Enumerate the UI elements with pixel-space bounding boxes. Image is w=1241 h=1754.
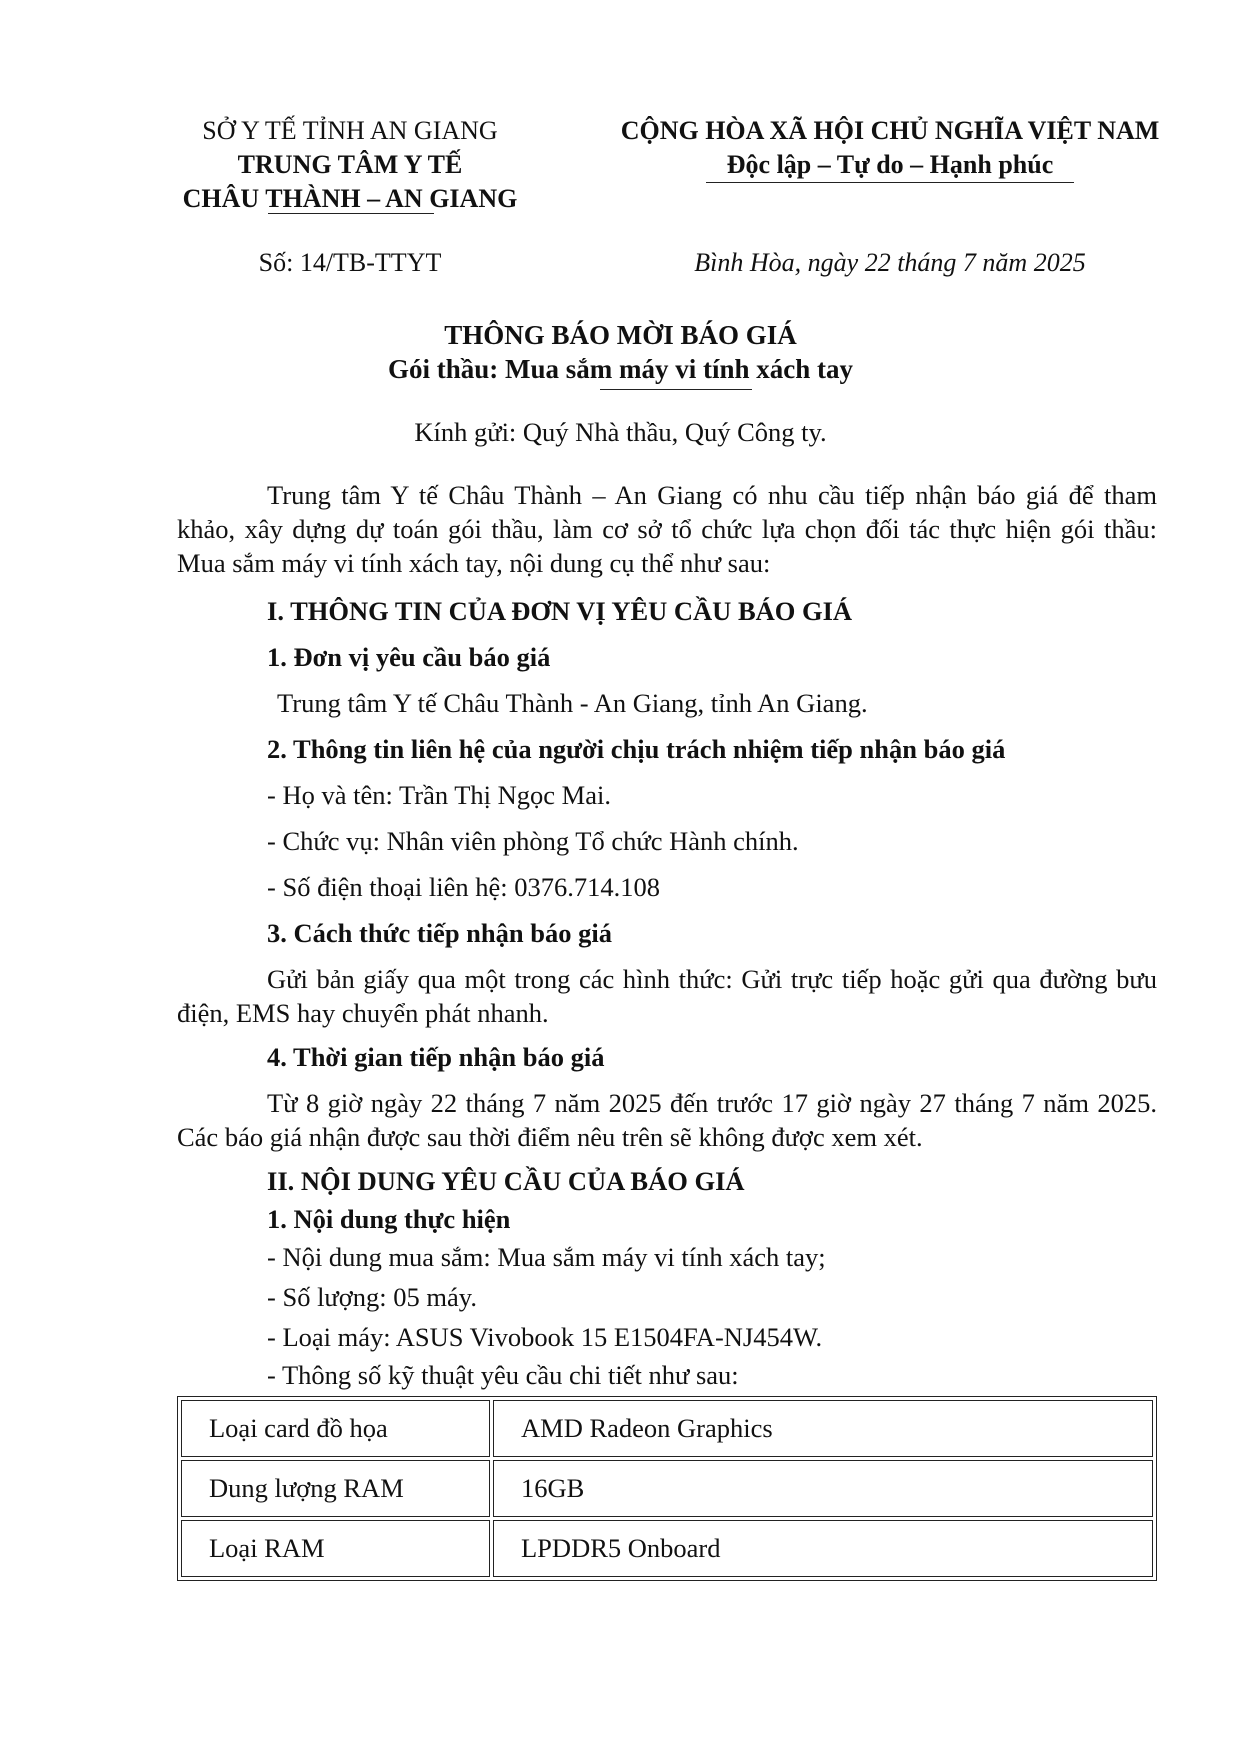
spec-table: [177, 1396, 1157, 1581]
purchase-model: - Loại máy: ASUS Vivobook 15 E1504FA-NJ454W.: [267, 1322, 823, 1352]
spec-value: LPDDR5 Onboard: [493, 1520, 1153, 1577]
national-motto: Độc lập – Tự do – Hạnh phúc: [726, 150, 1054, 179]
section-2-item-1-heading: 1. Nội dung thực hiện: [267, 1204, 511, 1234]
contact-position: - Chức vụ: Nhân viên phòng Tổ chức Hành chính.: [267, 826, 799, 856]
agency-name-line1: TRUNG TÂM Y TẾ: [237, 150, 463, 179]
document-title: THÔNG BÁO MỜI BÁO GIÁ: [444, 320, 797, 350]
section-1-heading: I. THÔNG TIN CỦA ĐƠN VỊ YÊU CẦU BÁO GIÁ: [267, 596, 853, 626]
spec-intro: - Thông số kỹ thuật yêu cầu chi tiết như sau:: [267, 1360, 739, 1390]
motto-underline: [706, 182, 1074, 183]
table-row: [181, 1520, 1153, 1577]
intro-paragraph: Trung tâm Y tế Châu Thành – An Giang có nhu cầu tiếp nhận báo giá để tham khảo, xây dựng dự toán gói thầu, làm cơ sở tổ chức lựa chọn đối tác thực hiện gói thầu: Mua sắm máy vi tính xách tay, nội dung cụ thể như sau:: [177, 480, 1157, 578]
section-1-item-3-text: Gửi bản giấy qua một trong các hình thức: Gửi trực tiếp hoặc gửi qua đường bưu điện, EMS hay chuyển phát nhanh.: [177, 964, 1157, 1028]
section-1-item-3-heading: 3. Cách thức tiếp nhận báo giá: [267, 918, 612, 948]
spec-key: Dung lượng RAM: [181, 1460, 490, 1517]
section-1-item-4-text: Từ 8 giờ ngày 22 tháng 7 năm 2025 đến trước 17 giờ ngày 27 tháng 7 năm 2025. Các báo giá nhận được sau thời điểm nêu trên sẽ không được xem xét.: [177, 1088, 1157, 1152]
national-title: CỘNG HÒA XÃ HỘI CHỦ NGHĨA VIỆT NAM: [620, 116, 1160, 145]
table-row: [181, 1460, 1153, 1517]
recipient: Kính gửi: Quý Nhà thầu, Quý Công ty.: [414, 417, 827, 447]
section-1-item-1-heading: 1. Đơn vị yêu cầu báo giá: [267, 642, 551, 672]
contact-phone: - Số điện thoại liên hệ: 0376.714.108: [267, 872, 661, 902]
document-number: Số: 14/TB-TTYT: [258, 248, 442, 277]
purchase-quantity: - Số lượng: 05 máy.: [267, 1282, 477, 1312]
spec-value: 16GB: [493, 1460, 1153, 1517]
subtitle-underline: [600, 389, 752, 390]
spec-value: AMD Radeon Graphics: [493, 1400, 1153, 1457]
section-2-heading: II. NỘI DUNG YÊU CẦU CỦA BÁO GIÁ: [267, 1166, 745, 1196]
section-1-item-2-heading: 2. Thông tin liên hệ của người chịu trách nhiệm tiếp nhận báo giá: [267, 734, 1006, 764]
document-subtitle: Gói thầu: Mua sắm máy vi tính xách tay: [387, 354, 854, 384]
contact-name: - Họ và tên: Trần Thị Ngọc Mai.: [267, 780, 611, 810]
spec-key: Loại card đồ họa: [181, 1400, 490, 1457]
spec-key: Loại RAM: [181, 1520, 490, 1577]
place-date: Bình Hòa, ngày 22 tháng 7 năm 2025: [694, 248, 1086, 277]
table-row: [181, 1400, 1153, 1457]
agency-name-line2: CHÂU THÀNH – AN GIANG: [182, 184, 518, 213]
section-1-item-1-text: Trung tâm Y tế Châu Thành - An Giang, tỉnh An Giang.: [277, 688, 868, 718]
agency-parent: SỞ Y TẾ TỈNH AN GIANG: [202, 116, 498, 145]
section-1-item-4-heading: 4. Thời gian tiếp nhận báo giá: [267, 1042, 605, 1072]
agency-underline: [268, 213, 434, 214]
purchase-content: - Nội dung mua sắm: Mua sắm máy vi tính xách tay;: [267, 1242, 826, 1272]
